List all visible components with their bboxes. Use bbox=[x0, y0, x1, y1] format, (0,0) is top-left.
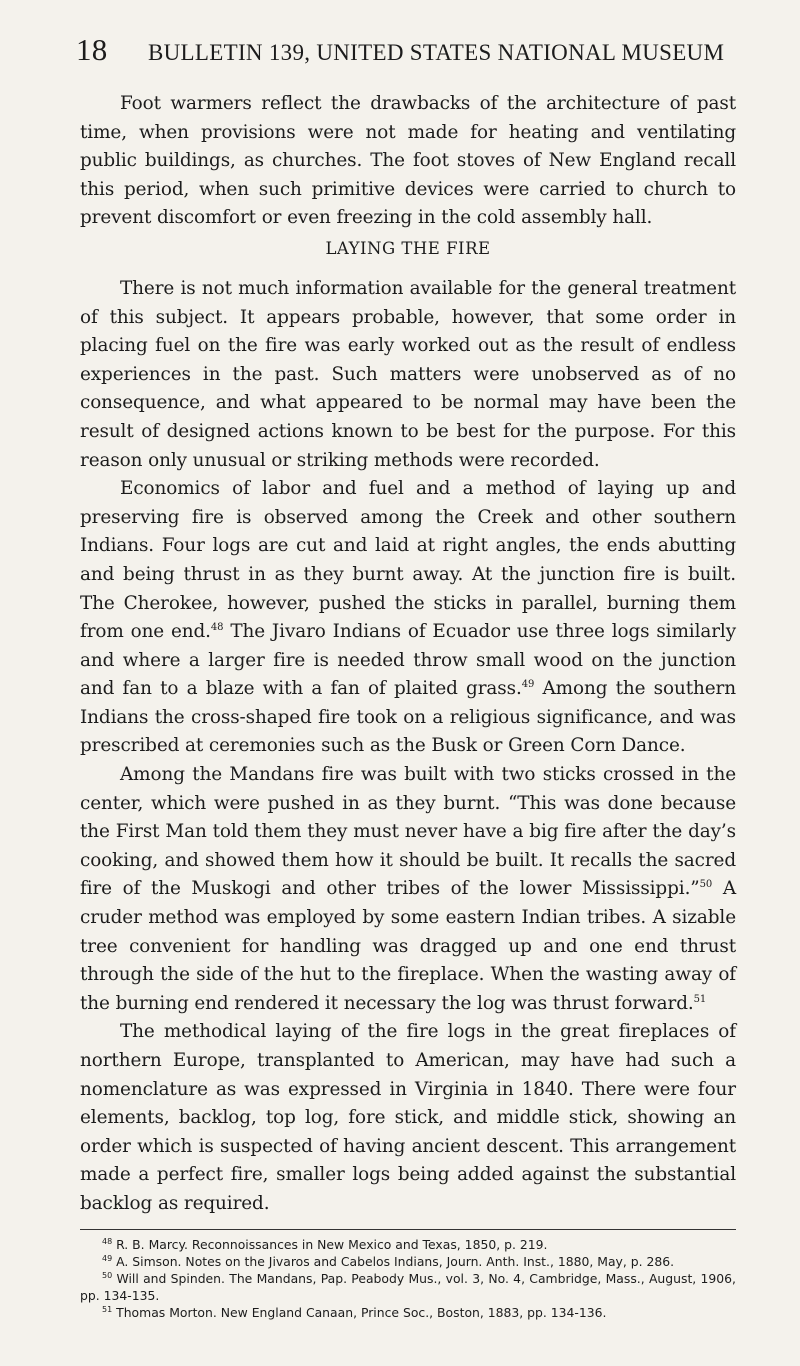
footnote-divider bbox=[80, 1229, 736, 1230]
footnote-ref: 49 bbox=[521, 679, 535, 691]
footnotes bbox=[80, 1236, 736, 1321]
paragraph: The methodical laying of the fire logs in the great fireplaces of northern Europe, transplanted to American, may have had such a nomenclature as was expressed in Virginia in 1840. There were four elements, backlog, top log, fore stick, and middle stick, showing an order which is suspected of having ancient descent. This arrangement made a perfect fire, smaller logs being added against the substantial backlog as required. bbox=[80, 1021, 736, 1214]
section-heading: LAYING THE FIRE bbox=[325, 238, 491, 258]
footnote bbox=[80, 1270, 736, 1304]
paragraph-text: Among the southern Indians the cross-shaped fire took on a religious significance, and was prescribed at ceremonies such as the Busk or Green Corn Dance. bbox=[80, 678, 736, 757]
running-head-title: BULLETIN 139, UNITED STATES NATIONAL MUSEUM bbox=[148, 40, 725, 65]
paragraph-text: Among the Mandans fire was built with two sticks crossed in the center, which were pushed in as they burnt. “This was done because the First Man told them they must never have a big fire after the day’s cooking, and showed them how it should be built. It recalls the sacred fire of the Muskogi and other tribes of the lower Mississippi.” bbox=[80, 764, 736, 900]
footnote-ref: 51 bbox=[693, 993, 707, 1005]
footnote-text: R. B. Marcy. Reconnoissances in New Mexico and Texas, 1850, p. 219. bbox=[116, 1236, 548, 1252]
paragraph-text: A cruder method was employed by some eastern Indian tribes. A sizable tree convenient for handling was dragged up and one end thrust through the side of the hut to the fireplace. When the wasting away of the burning end rendered it necessary the log was thrust forward. bbox=[80, 878, 736, 1014]
footnote-mark: 51 bbox=[102, 1304, 113, 1314]
paragraph bbox=[80, 761, 736, 1018]
footnote bbox=[80, 1253, 736, 1270]
paragraph: There is not much information available for the general treatment of this subject. It appears probable, however, that some order in placing fuel on the fire was early worked out as the result of endless experiences in the past. Such matters were unobserved as of no consequence, and what appeared to be normal may have been the result of designed actions known to be best for the purpose. For this reason only unusual or striking methods were recorded. bbox=[80, 277, 736, 471]
paragraph bbox=[80, 475, 736, 761]
footnote-ref: 50 bbox=[699, 879, 713, 891]
footnote bbox=[80, 1304, 736, 1321]
footnote-text: A. Simson. Notes on the Jivaros and Cabelos Indians, Journ. Anth. Inst., 1880, May, p. 286. bbox=[116, 1253, 675, 1269]
footnote-text: Thomas Morton. New England Canaan, Prince Soc., Boston, 1883, pp. 134-136. bbox=[116, 1304, 607, 1320]
footnote-ref: 48 bbox=[210, 621, 224, 633]
paragraph-text: Economics of labor and fuel and a method of laying up and preserving fire is observed among the Creek and other southern Indians. Four logs are cut and laid at right angles, the ends abutting and being thrust in as they burnt away. At the junction fire is built. The Cherokee, however, pushed the sticks in parallel, burning them from one end. bbox=[80, 478, 736, 643]
footnote-mark: 49 bbox=[102, 1253, 113, 1263]
page-number: 18 bbox=[76, 32, 108, 67]
footnote-mark: 48 bbox=[102, 1236, 113, 1246]
paragraph: Foot warmers reflect the drawbacks of the architecture of past time, when provisions were not made for heating and ventilating public buildings, as churches. The foot stoves of New England recall this period, when such primitive devices were carried to church to prevent discomfort or even freezing in the cold assembly hall. bbox=[80, 93, 736, 229]
footnote-mark: 50 bbox=[102, 1270, 113, 1280]
footnote bbox=[80, 1236, 736, 1253]
paragraph-text: The Jivaro Indians of Ecuador use three logs similarly and where a larger fire is needed throw small wood on the junction and fan to a blaze with a fan of plaited grass. bbox=[80, 621, 736, 700]
footnote-text: Will and Spinden. The Mandans, Pap. Peabody Mus., vol. 3, No. 4, Cambridge, Mass., August, 1906, pp. 134-135. bbox=[80, 1270, 736, 1303]
body-text bbox=[80, 90, 736, 1219]
running-head bbox=[76, 32, 736, 68]
